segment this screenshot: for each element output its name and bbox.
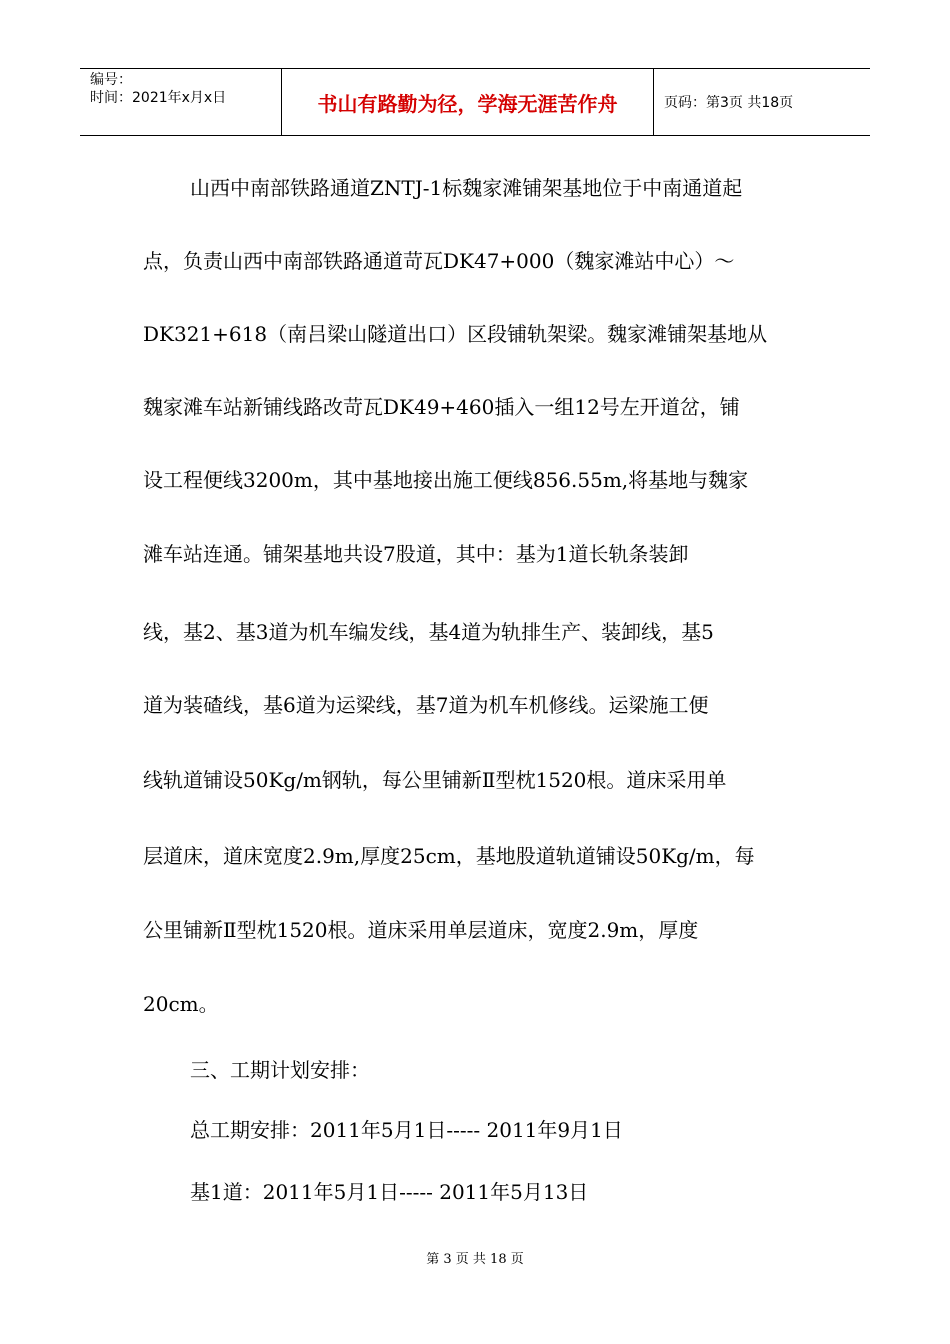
header-page-cell (654, 69, 870, 135)
document-date-label: 时间：2021年x月x日 (90, 90, 227, 106)
paragraph-line-8: 道为装碴线，基6道为运梁线，基7道为机车机修线。运梁施工便 (143, 693, 709, 717)
page-footer: 第 3 页 共 18 页 (426, 1252, 524, 1267)
header-page-info: 页码：第3页 共18页 (664, 95, 794, 111)
paragraph-line-4: 魏家滩车站新铺线路改苛瓦DK49+460插入一组12号左开道岔，铺 (143, 395, 740, 419)
header-meta-cell (80, 69, 282, 135)
paragraph-line-1: 山西中南部铁路通道ZNTJ-1标魏家滩铺架基地位于中南通道起 (190, 176, 743, 200)
header-motto: 书山有路勤为径，学海无涯苦作舟 (317, 91, 618, 116)
paragraph-line-9: 线轨道铺设50Kg/m钢轨，每公里铺新Ⅱ型枕1520根。道床采用单 (143, 768, 727, 792)
schedule-track-1: 基1道：2011年5月1日----- 2011年5月13日 (190, 1180, 589, 1204)
page-header (80, 68, 870, 136)
paragraph-line-5: 设工程便线3200m，其中基地接出施工便线856.55m,将基地与魏家 (143, 468, 749, 492)
section-heading: 三、工期计划安排： (190, 1058, 370, 1082)
paragraph-line-7: 线，基2、基3道为机车编发线，基4道为轨排生产、装卸线，基5 (143, 620, 714, 644)
paragraph-line-3: DK321+618（南吕梁山隧道出口）区段铺轨架梁。魏家滩铺架基地从 (143, 322, 768, 346)
schedule-total: 总工期安排：2011年5月1日----- 2011年9月1日 (190, 1118, 623, 1142)
paragraph-line-6: 滩车站连通。铺架基地共设7股道，其中：基为1道长轨条装卸 (143, 542, 689, 566)
paragraph-line-10: 层道床，道床宽度2.9m,厚度25cm，基地股道轨道铺设50Kg/m，每 (143, 844, 755, 868)
header-motto-cell (282, 69, 654, 135)
document-number-label: 编号： (90, 72, 132, 88)
paragraph-line-12: 20cm。 (143, 992, 219, 1016)
paragraph-line-11: 公里铺新Ⅱ型枕1520根。道床采用单层道床，宽度2.9m，厚度 (143, 918, 699, 942)
paragraph-line-2: 点，负责山西中南部铁路通道苛瓦DK47+000（魏家滩站中心）～ (143, 249, 735, 273)
